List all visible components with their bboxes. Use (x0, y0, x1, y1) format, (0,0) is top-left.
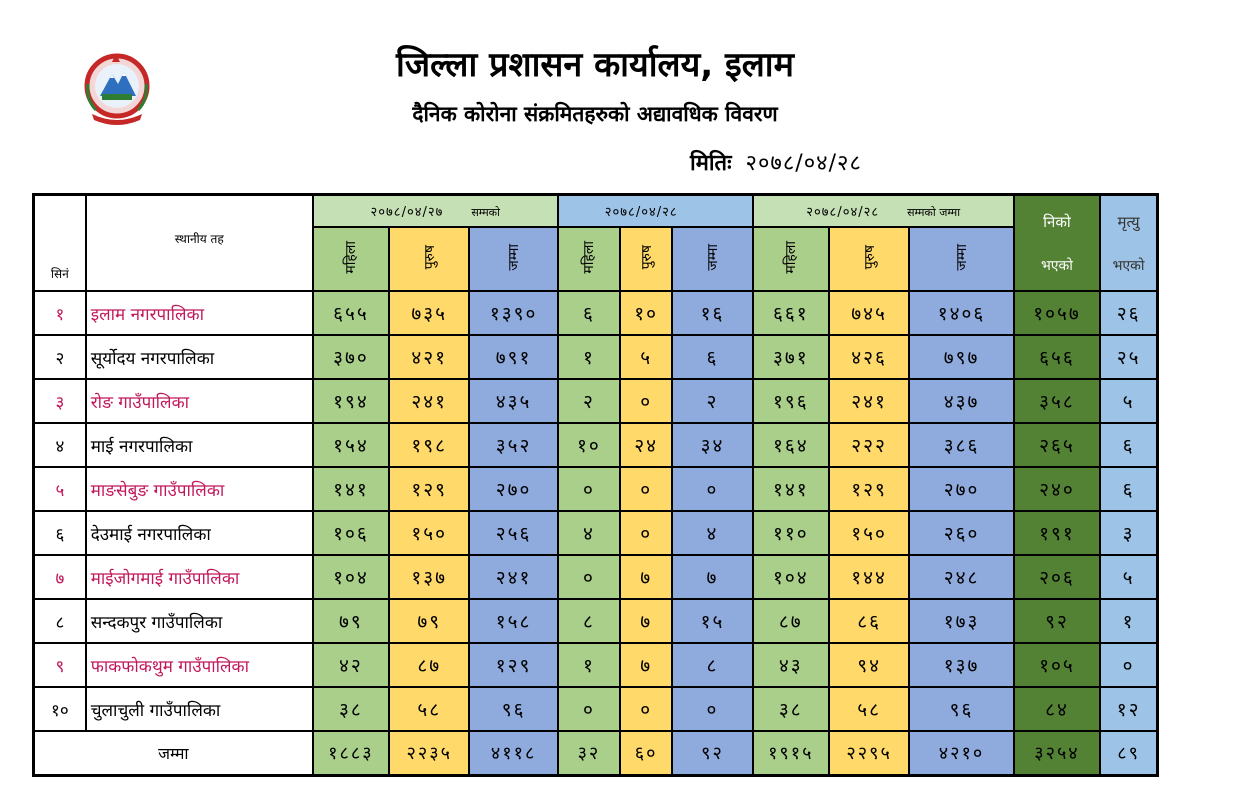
row-local-level-name: सूर्योदय नगरपालिका (86, 335, 313, 379)
total-header: जम्मा (704, 243, 721, 271)
row-value-cell: २०६ (1014, 555, 1100, 599)
row-value-cell: २६५ (1014, 423, 1100, 467)
row-value-cell: २६ (1100, 291, 1157, 335)
row-value-cell: ५८ (829, 687, 909, 731)
row-value-cell: १२९ (389, 467, 469, 511)
row-value-cell: १५ (672, 599, 752, 643)
row-value-cell: ७ (620, 599, 672, 643)
male-header: पुरुष (861, 244, 878, 270)
row-value-cell: ४२ (313, 643, 389, 687)
table-row (34, 291, 1158, 335)
row-value-cell: १४०६ (909, 291, 1013, 335)
row-value-cell: ३५८ (1014, 379, 1100, 423)
covid-table (32, 193, 1159, 777)
row-value-cell: ३५२ (469, 423, 557, 467)
row-value-cell: ६५६ (1014, 335, 1100, 379)
row-value-cell: २ (558, 379, 620, 423)
row-serial: ८ (34, 599, 86, 643)
row-value-cell: ८ (558, 599, 620, 643)
row-value-cell: ८७ (753, 599, 829, 643)
sn-header: सिनं (34, 195, 86, 292)
date-line (690, 147, 862, 177)
row-value-cell: १०५ (1014, 643, 1100, 687)
total-label: जम्मा (34, 731, 313, 776)
row-value-cell: १२९ (829, 467, 909, 511)
row-value-cell: ४३५ (469, 379, 557, 423)
row-local-level-name: माईजोगमाई गाउँपालिका (86, 555, 313, 599)
row-value-cell: ८६ (829, 599, 909, 643)
row-value-cell: १ (1100, 599, 1157, 643)
row-serial: २ (34, 335, 86, 379)
table-row (34, 599, 1158, 643)
row-value-cell: ७९१ (469, 335, 557, 379)
row-value-cell: १५० (389, 511, 469, 555)
total-cell: ९२ (672, 731, 752, 776)
row-local-level-name: रोङ गाउँपालिका (86, 379, 313, 423)
row-value-cell: ७ (672, 555, 752, 599)
row-value-cell: १९१ (1014, 511, 1100, 555)
row-value-cell: २५६ (469, 511, 557, 555)
row-value-cell: ७ (620, 555, 672, 599)
row-local-level-name: फाकफोकथुम गाउँपालिका (86, 643, 313, 687)
row-value-cell: १३९० (469, 291, 557, 335)
total-cell: ३२५४ (1014, 731, 1100, 776)
row-serial: १० (34, 687, 86, 731)
row-value-cell: २४१ (389, 379, 469, 423)
row-value-cell: ७९ (313, 599, 389, 643)
recovered-header-top: निको (1043, 212, 1071, 231)
row-value-cell: ० (620, 379, 672, 423)
row-value-cell: २२२ (829, 423, 909, 467)
row-value-cell: ७९ (389, 599, 469, 643)
row-value-cell: १५४ (313, 423, 389, 467)
row-serial: ९ (34, 643, 86, 687)
row-value-cell: ० (672, 467, 752, 511)
page-title: जिल्ला प्रशासन कार्यालय, इलाम (396, 45, 794, 85)
total-cell: ८९ (1100, 731, 1157, 776)
row-value-cell: ७ (620, 643, 672, 687)
female-header: महिला (581, 240, 598, 274)
row-value-cell: ४३७ (909, 379, 1013, 423)
recovered-header-bottom: भएको (1040, 257, 1073, 274)
group3-text: सम्मको जम्मा (907, 206, 961, 219)
row-local-level-name: माङसेबुङ गाउँपालिका (86, 467, 313, 511)
row-value-cell: १९८ (389, 423, 469, 467)
row-value-cell: १२ (1100, 687, 1157, 731)
row-serial: ७ (34, 555, 86, 599)
group3-date: २०७८/०४/२८ (806, 205, 880, 220)
row-value-cell: ८ (672, 643, 752, 687)
row-value-cell: १३७ (389, 555, 469, 599)
row-value-cell: २४१ (829, 379, 909, 423)
female-header: महिला (783, 240, 800, 274)
row-value-cell: ५८ (389, 687, 469, 731)
row-value-cell: ९४ (829, 643, 909, 687)
row-value-cell: ४३ (753, 643, 829, 687)
row-value-cell: १९४ (313, 379, 389, 423)
row-value-cell: ५ (620, 335, 672, 379)
row-value-cell: ६५५ (313, 291, 389, 335)
row-value-cell: ३४ (672, 423, 752, 467)
row-value-cell: ० (558, 687, 620, 731)
table-row (34, 335, 1158, 379)
row-value-cell: २ (672, 379, 752, 423)
total-cell: २२९५ (829, 731, 909, 776)
row-value-cell: ३७० (313, 335, 389, 379)
row-value-cell: ० (558, 467, 620, 511)
total-cell: १८८३ (313, 731, 389, 776)
row-value-cell: ६ (1100, 467, 1157, 511)
row-value-cell: ३८ (753, 687, 829, 731)
total-cell: ४२१० (909, 731, 1013, 776)
row-value-cell: ० (672, 687, 752, 731)
death-header (1100, 195, 1157, 292)
row-value-cell: १६४ (753, 423, 829, 467)
row-value-cell: १० (558, 423, 620, 467)
row-serial: ५ (34, 467, 86, 511)
row-value-cell: ४ (558, 511, 620, 555)
row-value-cell: ८७ (389, 643, 469, 687)
date-value: २०७८/०४/२८ (745, 151, 862, 176)
row-value-cell: ६ (558, 291, 620, 335)
total-cell: ४११८ (469, 731, 557, 776)
table-row (34, 379, 1158, 423)
total-row (34, 731, 1158, 776)
row-value-cell: १० (620, 291, 672, 335)
row-value-cell: २४१ (469, 555, 557, 599)
row-value-cell: १२९ (469, 643, 557, 687)
row-value-cell: १४४ (829, 555, 909, 599)
row-value-cell: ७४५ (829, 291, 909, 335)
row-value-cell: ४ (672, 511, 752, 555)
row-value-cell: ७९७ (909, 335, 1013, 379)
total-cell: ६० (620, 731, 672, 776)
row-value-cell: ५ (1100, 555, 1157, 599)
row-value-cell: ८४ (1014, 687, 1100, 731)
table-row (34, 687, 1158, 731)
table-row (34, 467, 1158, 511)
page-subtitle: दैनिक कोरोना संक्रमितहरुको अद्यावधिक विवरण (412, 102, 778, 126)
row-value-cell: २४० (1014, 467, 1100, 511)
group3-header (753, 195, 1014, 228)
local-level-header: स्थानीय तह (86, 195, 313, 292)
row-value-cell: ३८६ (909, 423, 1013, 467)
row-value-cell: २७० (909, 467, 1013, 511)
row-value-cell: २७० (469, 467, 557, 511)
row-value-cell: ५ (1100, 379, 1157, 423)
group1-date: २०७८/०४/२७ (370, 205, 444, 220)
table-row (34, 555, 1158, 599)
total-cell: ३२ (558, 731, 620, 776)
row-value-cell: ६६१ (753, 291, 829, 335)
row-local-level-name: माई नगरपालिका (86, 423, 313, 467)
row-value-cell: ३ (1100, 511, 1157, 555)
date-label: मितिः (690, 151, 732, 176)
row-local-level-name: सन्दकपुर गाउँपालिका (86, 599, 313, 643)
row-value-cell: ० (620, 467, 672, 511)
row-value-cell: २६० (909, 511, 1013, 555)
header-row-1 (34, 195, 1158, 228)
row-value-cell: १५८ (469, 599, 557, 643)
row-value-cell: ४२१ (389, 335, 469, 379)
row-value-cell: १३७ (909, 643, 1013, 687)
row-local-level-name: देउमाई नगरपालिका (86, 511, 313, 555)
row-value-cell: १०६ (313, 511, 389, 555)
male-header: पुरुष (421, 244, 438, 270)
row-serial: ४ (34, 423, 86, 467)
row-value-cell: ० (620, 687, 672, 731)
table-body (34, 291, 1158, 731)
row-value-cell: १०४ (313, 555, 389, 599)
row-value-cell: १ (558, 643, 620, 687)
row-value-cell: १७३ (909, 599, 1013, 643)
row-value-cell: ९२ (1014, 599, 1100, 643)
group2-date: २०७८/०४/२८ (604, 205, 678, 220)
row-value-cell: १५० (829, 511, 909, 555)
male-header: पुरुष (638, 244, 655, 270)
row-value-cell: १६ (672, 291, 752, 335)
row-value-cell: ३८ (313, 687, 389, 731)
group1-text: सम्मको (471, 206, 500, 219)
row-value-cell: १०४ (753, 555, 829, 599)
total-cell: २२३५ (389, 731, 469, 776)
row-serial: ६ (34, 511, 86, 555)
group2-header (558, 195, 753, 228)
total-header: जम्मा (954, 243, 971, 271)
row-serial: १ (34, 291, 86, 335)
row-value-cell: ० (558, 555, 620, 599)
total-header: जम्मा (506, 243, 523, 271)
recovered-header (1014, 195, 1100, 292)
death-header-top: मृत्यु (1117, 212, 1140, 231)
female-header: महिला (343, 240, 360, 274)
row-value-cell: २५ (1100, 335, 1157, 379)
row-value-cell: १०५७ (1014, 291, 1100, 335)
table-row (34, 423, 1158, 467)
row-serial: ३ (34, 379, 86, 423)
row-value-cell: २४ (620, 423, 672, 467)
row-value-cell: ० (1100, 643, 1157, 687)
death-header-bottom: भएको (1112, 257, 1145, 274)
row-value-cell: २४८ (909, 555, 1013, 599)
row-value-cell: ३७१ (753, 335, 829, 379)
row-value-cell: ७३५ (389, 291, 469, 335)
row-value-cell: १९६ (753, 379, 829, 423)
row-value-cell: ६ (1100, 423, 1157, 467)
row-value-cell: ० (620, 511, 672, 555)
table-row (34, 643, 1158, 687)
row-local-level-name: इलाम नगरपालिका (86, 291, 313, 335)
row-local-level-name: चुलाचुली गाउँपालिका (86, 687, 313, 731)
row-value-cell: १४१ (313, 467, 389, 511)
row-value-cell: ९६ (909, 687, 1013, 731)
table-row (34, 511, 1158, 555)
row-value-cell: ६ (672, 335, 752, 379)
row-value-cell: ११० (753, 511, 829, 555)
row-value-cell: ९६ (469, 687, 557, 731)
total-cell: १९१५ (753, 731, 829, 776)
row-value-cell: १ (558, 335, 620, 379)
row-value-cell: १४१ (753, 467, 829, 511)
row-value-cell: ४२६ (829, 335, 909, 379)
group1-header (313, 195, 558, 228)
